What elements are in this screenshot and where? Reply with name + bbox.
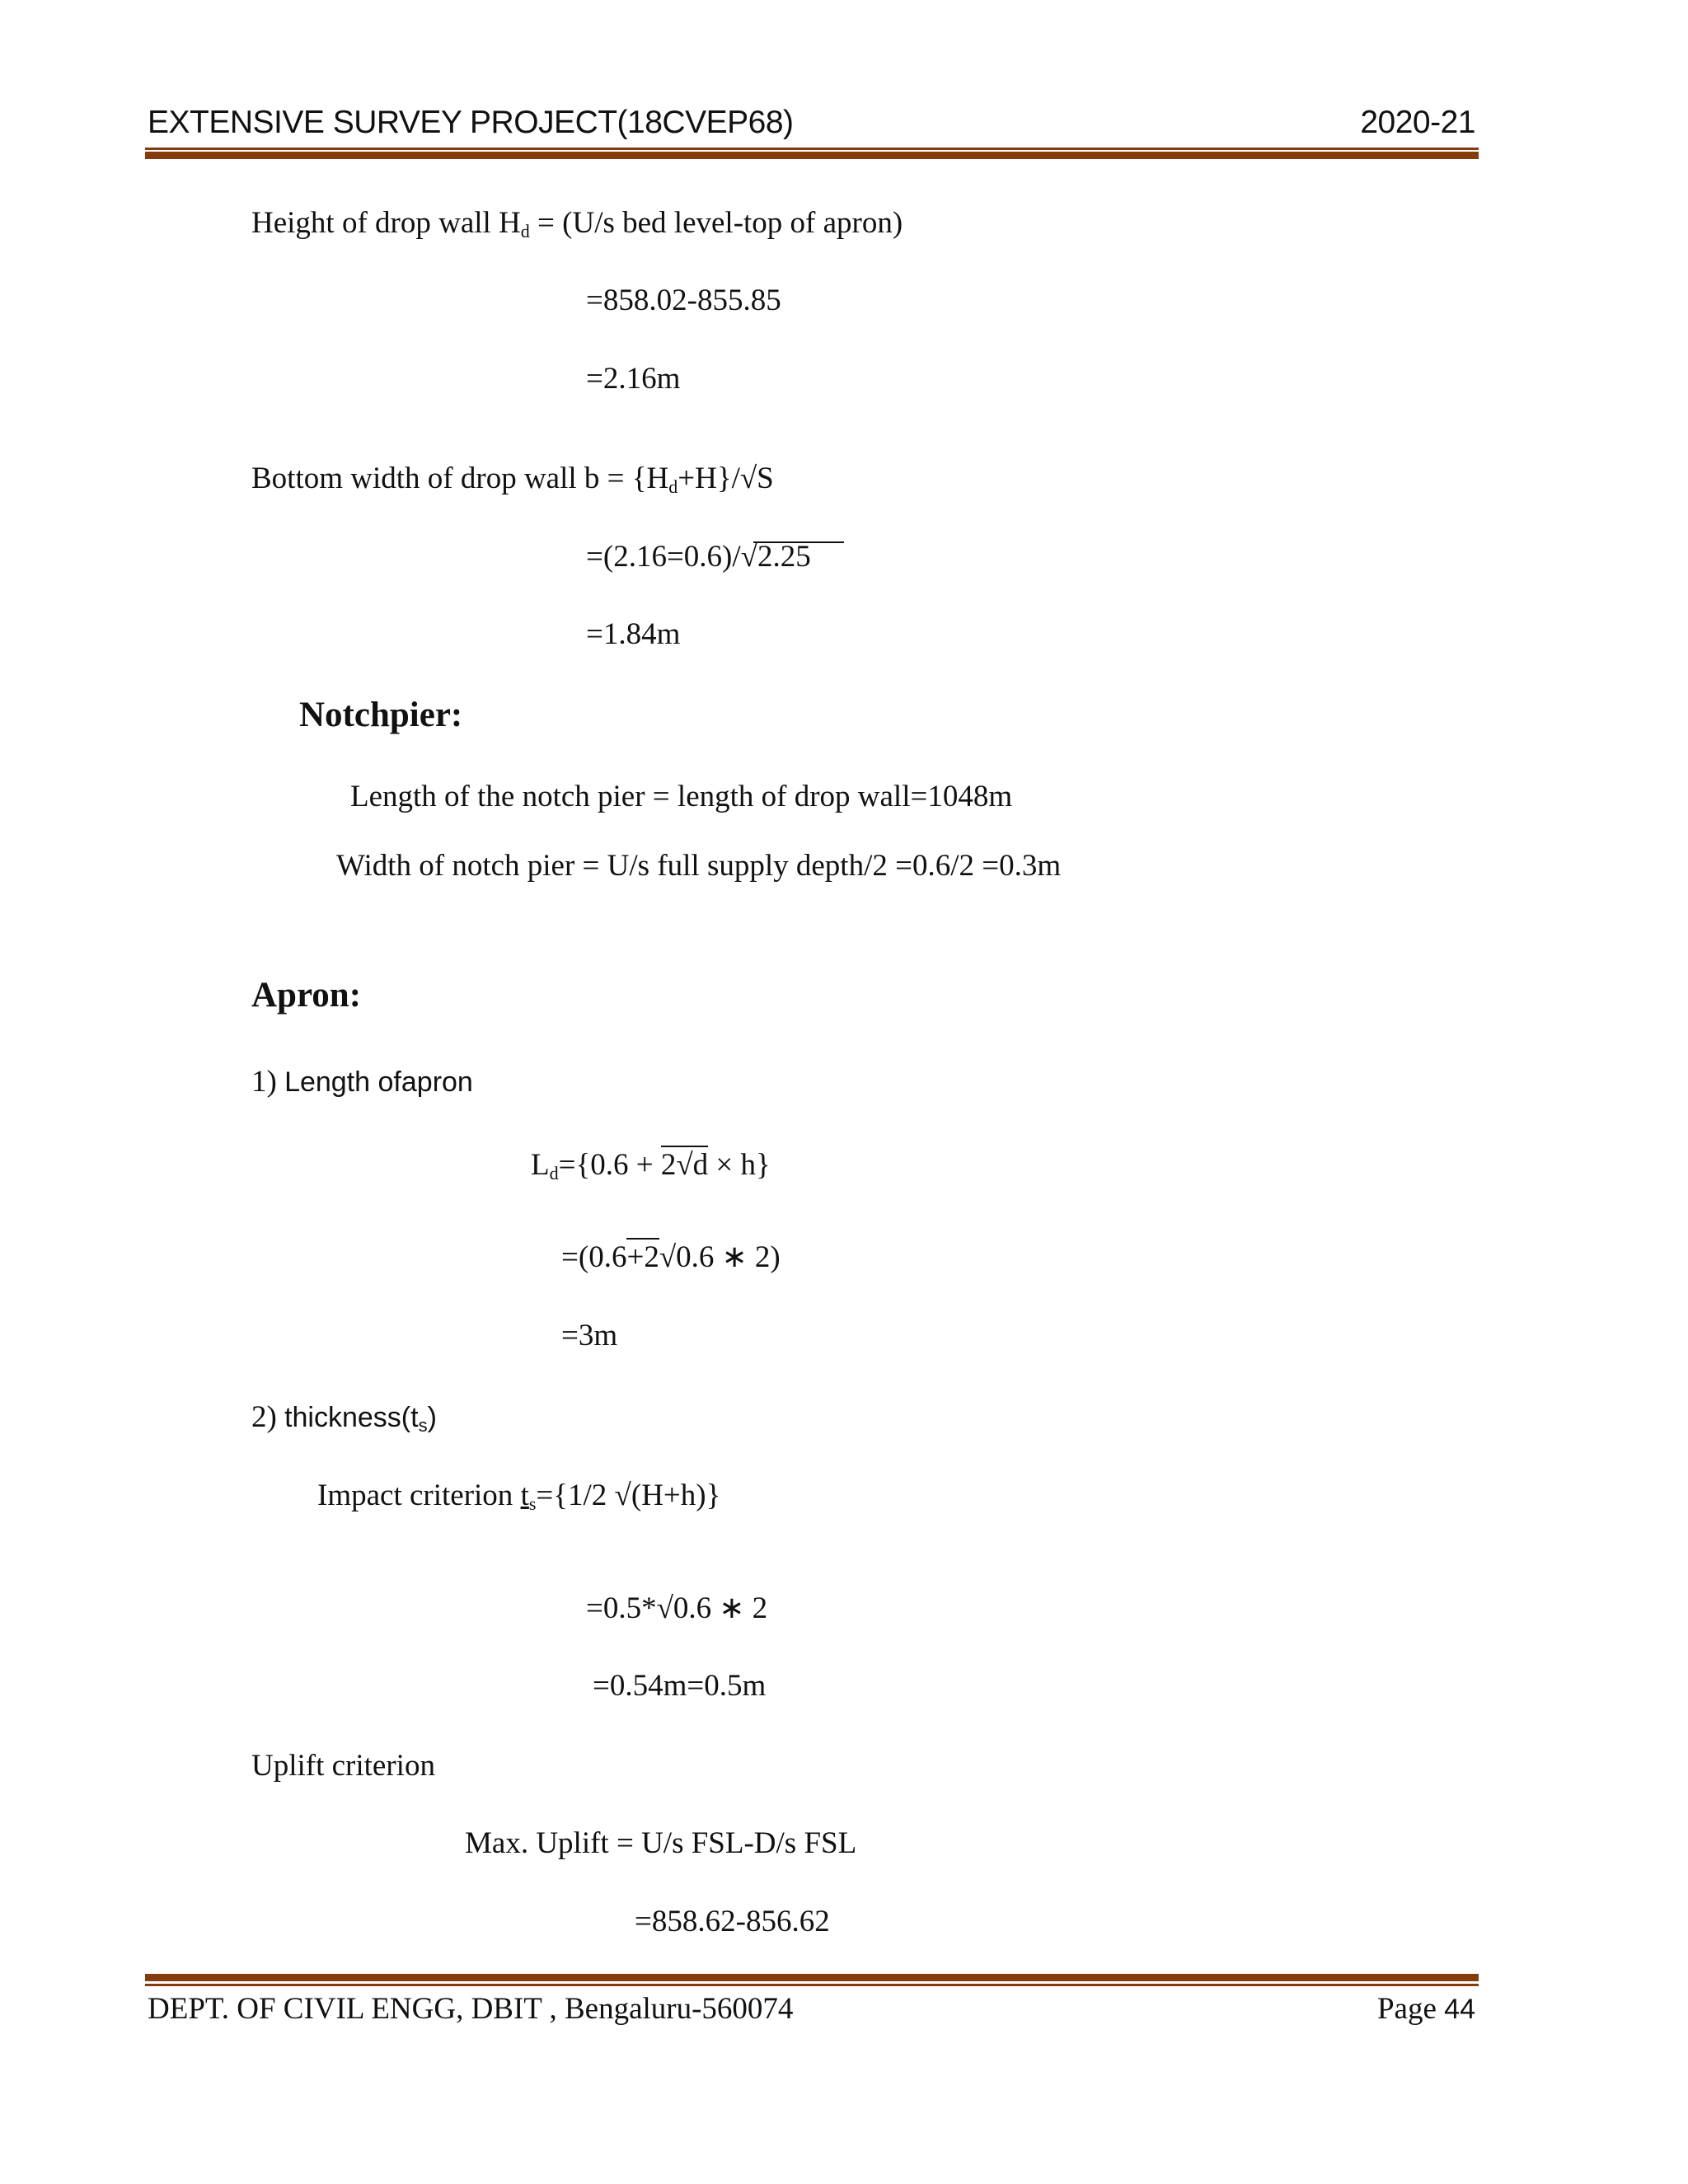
text: Impact criterion: [317, 1479, 521, 1512]
footer-dept: DEPT. OF CIVIL ENGG, DBIT , Bengaluru-560074: [148, 1992, 794, 2026]
text: ={1/2 √(H+h)}: [536, 1479, 721, 1512]
drop-wall-height-line: [251, 205, 903, 241]
height-step: =858.02-855.85: [586, 284, 781, 317]
text: = (U/s bed level-top of apron): [529, 206, 903, 240]
footer-rule-thick: [145, 1974, 1479, 1981]
subscript: d: [520, 221, 530, 241]
subscript: s: [528, 1493, 537, 1514]
text: Bottom width of drop wall b = {H: [251, 462, 669, 495]
text: √0.6 ∗ 2): [659, 1240, 781, 1274]
impact-result: =0.54m=0.5m: [593, 1669, 767, 1703]
ld-formula: [531, 1147, 771, 1183]
impact-criterion: [317, 1478, 720, 1514]
text: L: [531, 1148, 550, 1182]
subscript: d: [549, 1163, 559, 1183]
notchpier-length: Length of the notch pier = length of drop wall=1048m: [350, 780, 1013, 813]
subscript: d: [668, 476, 678, 497]
header-year: 2020-21: [1360, 105, 1475, 140]
item-label: Length ofapron: [284, 1066, 473, 1098]
footer-page: [1377, 1991, 1475, 2027]
drop-wall-width-line: [251, 461, 774, 497]
notchpier-heading: Notchpier:: [299, 696, 463, 734]
text: thickness(t: [284, 1402, 419, 1433]
text: =(2.16=0.6)/√2.25: [586, 540, 811, 574]
ld-step: [561, 1240, 781, 1276]
uplift-formula: Max. Uplift = U/s FSL-D/s FSL: [465, 1826, 857, 1860]
ld-result: =3m: [561, 1319, 618, 1352]
impact-step: =0.5*√0.6 ∗ 2: [586, 1591, 768, 1625]
radical: +2: [626, 1238, 659, 1274]
overline: [753, 541, 844, 543]
page-number: 44: [1444, 1994, 1475, 2025]
apron-item-1: [251, 1064, 473, 1100]
width-result: =1.84m: [586, 617, 681, 651]
notchpier-width: Width of notch pier = U/s full supply depth/2 =0.6/2 =0.3m: [336, 849, 1062, 883]
footer-rule-thin: [145, 1984, 1479, 1986]
header-rule-thin: [145, 148, 1479, 150]
subscript: s: [418, 1415, 428, 1436]
text: =(0.6: [561, 1240, 627, 1274]
uplift-label: Uplift criterion: [251, 1749, 435, 1783]
text: +H}/√S: [678, 462, 774, 495]
apron-item-2: [251, 1399, 437, 1436]
apron-heading: Apron:: [251, 976, 362, 1015]
item-number: 2): [251, 1400, 277, 1434]
item-number: 1): [251, 1065, 277, 1099]
item-label: [284, 1402, 437, 1436]
header-rule-thick: [145, 152, 1479, 159]
text: t: [520, 1479, 529, 1512]
uplift-step: =858.62-856.62: [635, 1905, 830, 1938]
text: Height of drop wall H: [251, 206, 521, 240]
width-step: [586, 539, 844, 575]
text: × h}: [708, 1148, 771, 1182]
text: ): [427, 1402, 437, 1433]
radical: 2√d: [661, 1146, 708, 1182]
height-result: =2.16m: [586, 362, 681, 396]
text: ={0.6 +: [558, 1148, 661, 1182]
header-title: EXTENSIVE SURVEY PROJECT(18CVEP68): [148, 105, 794, 140]
page-label: Page: [1376, 1992, 1437, 2026]
